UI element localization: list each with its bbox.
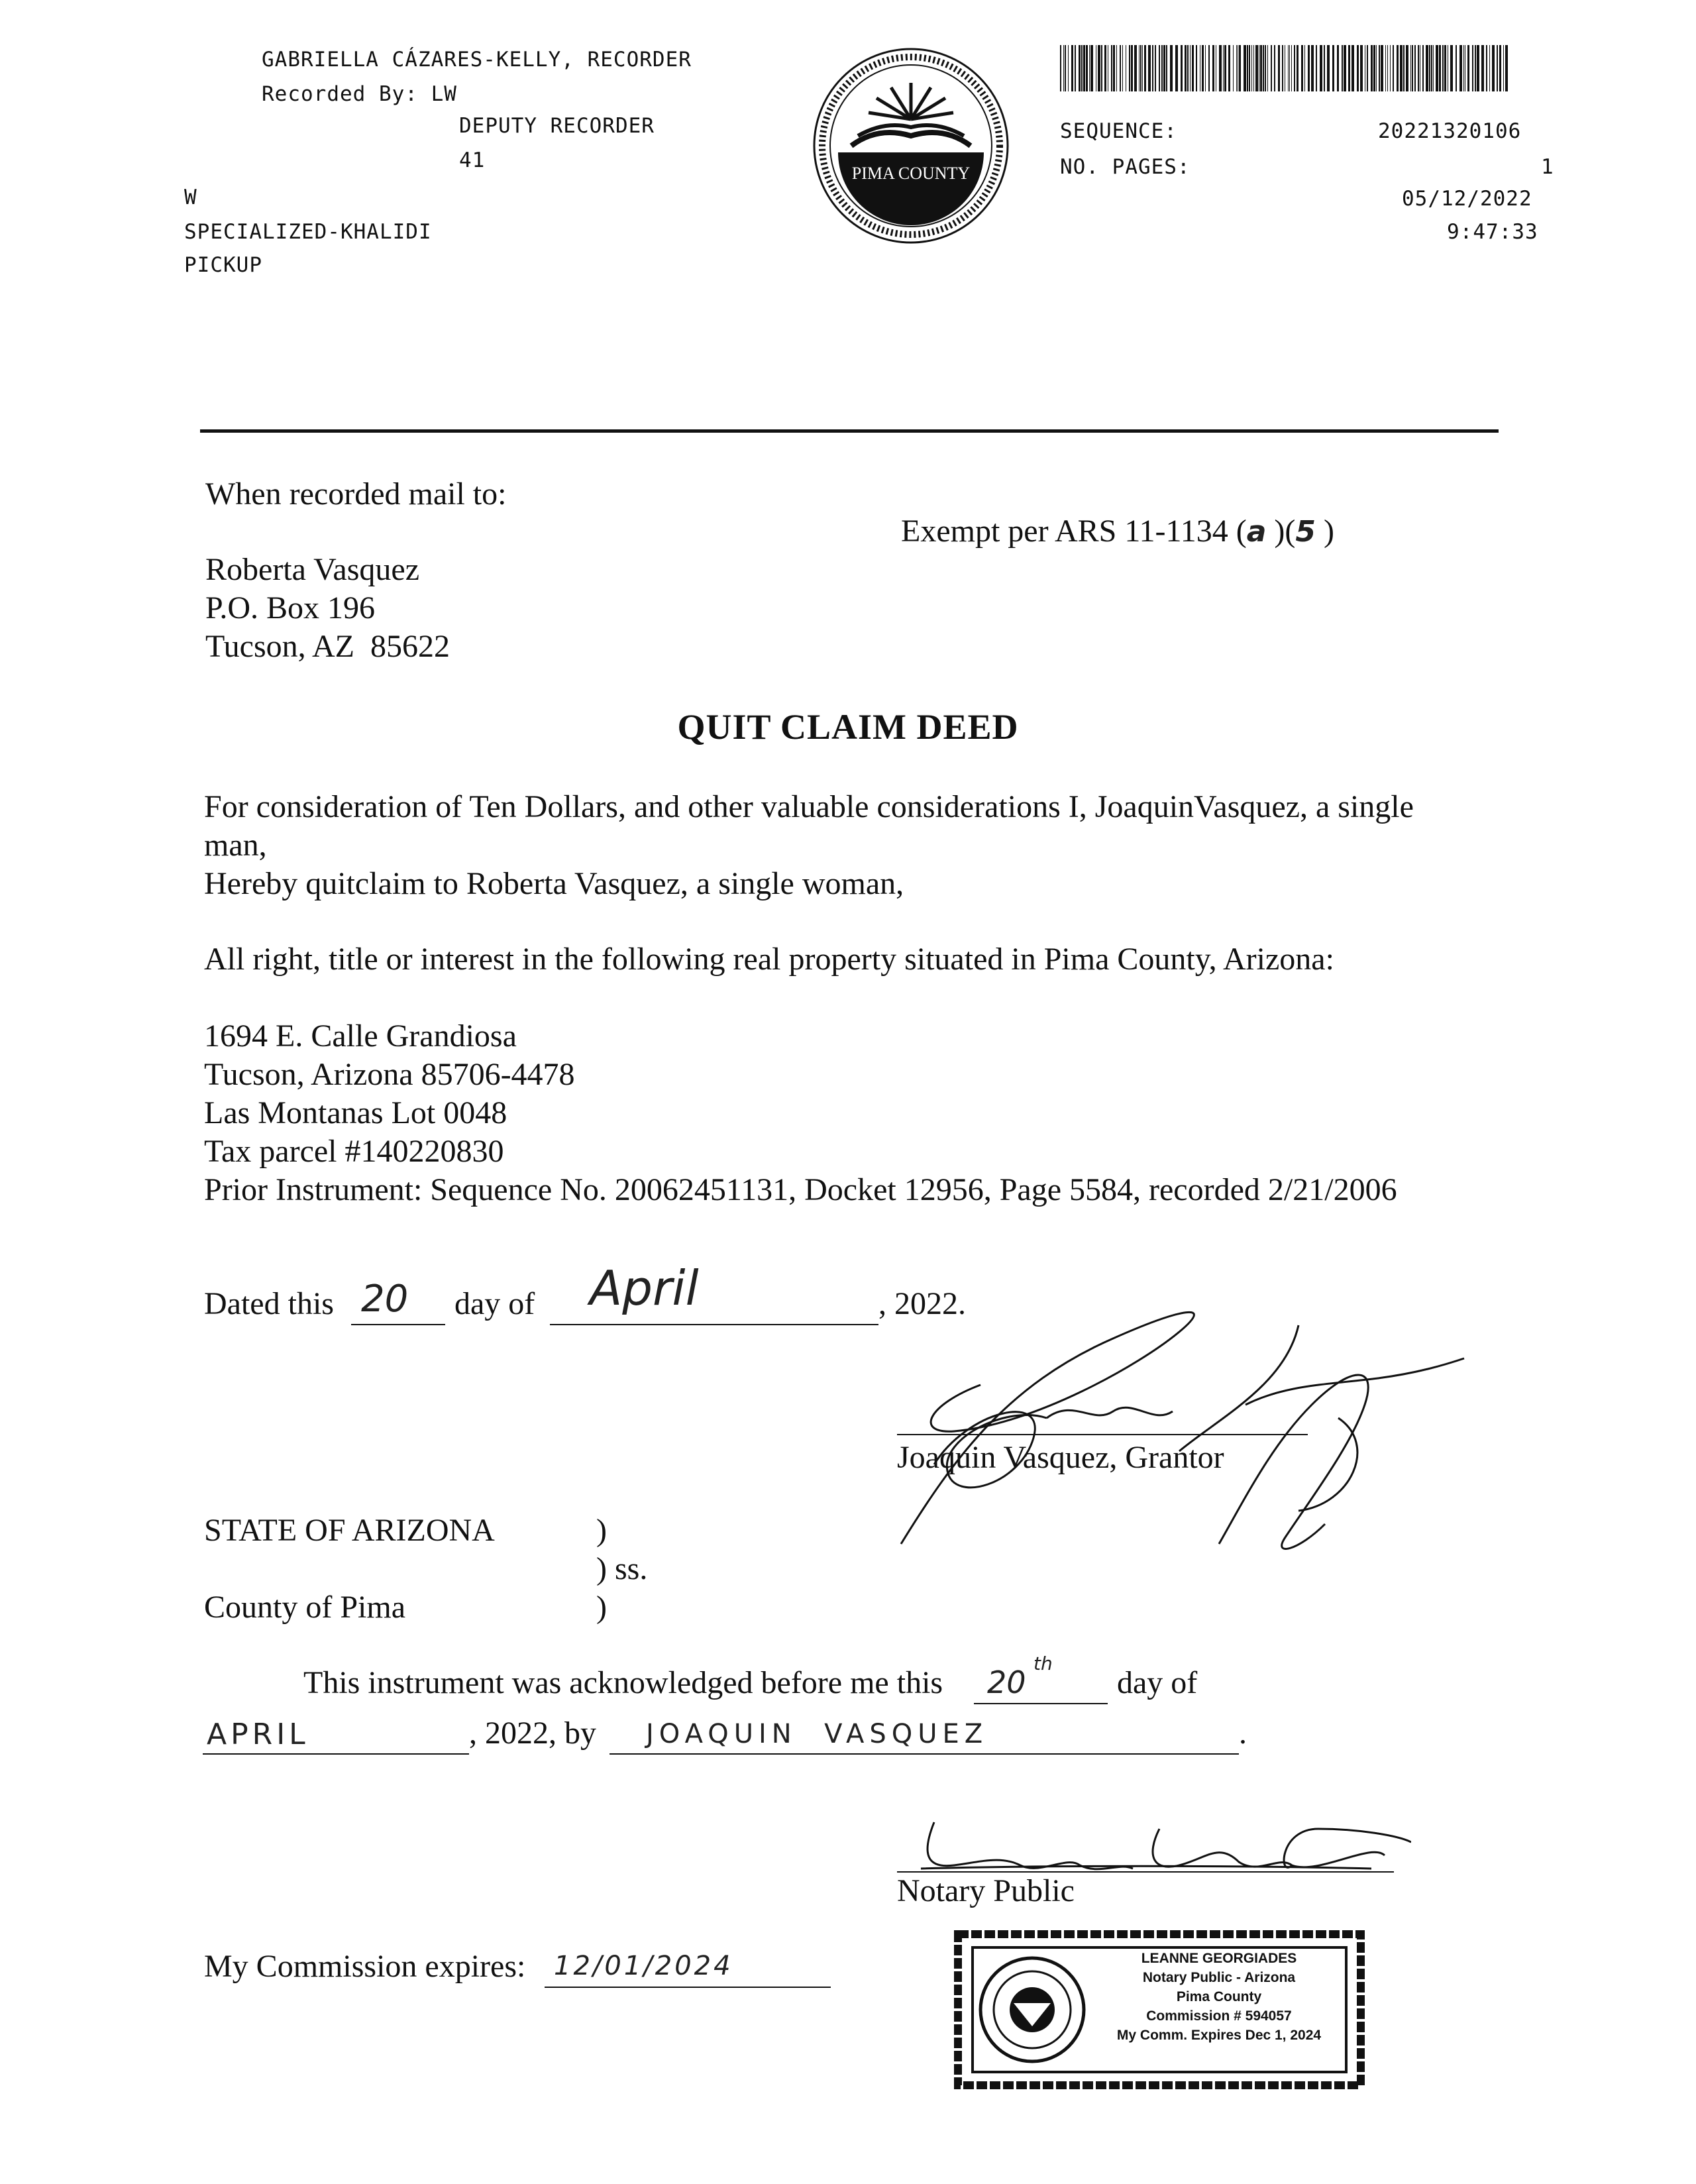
dated-day: 20	[361, 1278, 409, 1321]
exempt-line: Exempt per ARS 11-1134 (a )(5 )	[901, 514, 1334, 549]
stamp-name: LEANNE GEORGIADES	[1141, 1951, 1297, 1966]
pages-label: NO. PAGES:	[1060, 155, 1191, 179]
property-parcel: Tax parcel #140220830	[204, 1134, 504, 1169]
specialized-label: SPECIALIZED-KHALIDI	[184, 220, 432, 244]
body-line-3: Hereby quitclaim to Roberta Vasquez, a single woman,	[204, 866, 904, 901]
property-city: Tucson, Arizona 85706-4478	[204, 1057, 575, 1092]
deputy-number: 41	[459, 148, 486, 172]
venue-state: STATE OF ARIZONA	[204, 1513, 495, 1548]
dated-year: , 2022.	[878, 1286, 966, 1321]
body-line-4: All right, title or interest in the following real property situated in Pima County, Arizona:	[204, 942, 1334, 977]
mail-to-name: Roberta Vasquez	[205, 552, 420, 587]
pima-county-seal-icon	[812, 46, 1010, 245]
stamp-title: Notary Public - Arizona	[1142, 1970, 1296, 1985]
commission-label: My Commission expires:	[204, 1949, 526, 1984]
ack-name: JOAQUIN VASQUEZ	[646, 1719, 988, 1749]
body-line-2: man,	[204, 828, 267, 863]
stamp-county: Pima County	[1176, 1989, 1262, 2004]
mail-to-heading: When recorded mail to:	[205, 476, 507, 512]
record-date: 05/12/2022	[1402, 187, 1532, 211]
barcode-icon	[1060, 45, 1510, 91]
document-title: QUIT CLAIM DEED	[677, 707, 1019, 747]
grantor-signature-icon	[874, 1285, 1471, 1564]
header-divider	[200, 429, 1499, 433]
sequence-label: SEQUENCE:	[1060, 119, 1177, 143]
ack-year-by: , 2022, by	[469, 1716, 596, 1751]
ack-month: APRIL	[207, 1718, 309, 1751]
venue-paren-3: )	[596, 1590, 607, 1625]
venue-paren-1: )	[596, 1513, 607, 1548]
ack-line-prefix: This instrument was acknowledged before me this	[303, 1665, 943, 1700]
seal-text: PIMA COUNTY	[851, 164, 971, 183]
sequence-value: 20221320106	[1378, 119, 1522, 143]
stamp-expires: My Comm. Expires Dec 1, 2024	[1116, 2028, 1322, 2043]
ack-period: .	[1239, 1716, 1247, 1751]
ack-day: 20	[987, 1665, 1026, 1700]
dated-prefix: Dated this	[204, 1286, 334, 1321]
pickup-label: PICKUP	[184, 253, 262, 277]
mail-to-address1: P.O. Box 196	[205, 590, 376, 626]
notary-stamp-text	[1093, 1949, 1345, 2045]
stamp-commission: Commission # 594057	[1146, 2008, 1292, 2024]
notary-signature-icon	[908, 1802, 1411, 1882]
notary-stamp	[954, 1930, 1365, 2089]
grantor-label: Joaquin Vasquez, Grantor	[897, 1440, 1224, 1475]
pages-value: 1	[1541, 155, 1554, 179]
ack-day-suffix: th	[1034, 1653, 1053, 1674]
venue-county: County of Pima	[204, 1590, 406, 1625]
commission-date: 12/01/2024	[554, 1951, 733, 1981]
code-w: W	[184, 186, 197, 209]
property-street: 1694 E. Calle Grandiosa	[204, 1018, 517, 1054]
deputy-title: DEPUTY RECORDER	[459, 114, 655, 138]
notary-label: Notary Public	[897, 1873, 1075, 1908]
dated-mid: day of	[454, 1286, 535, 1321]
body-line-1: For consideration of Ten Dollars, and other valuable considerations I, JoaquinVasquez, a single	[204, 789, 1414, 824]
mail-to-address2: Tucson, AZ 85622	[205, 629, 450, 664]
property-lot: Las Montanas Lot 0048	[204, 1095, 507, 1130]
dated-month: April	[590, 1260, 699, 1316]
recorded-by: Recorded By: LW	[262, 82, 457, 106]
property-prior: Prior Instrument: Sequence No. 20062451131, Docket 12956, Page 5584, recorded 2/21/2006	[204, 1172, 1397, 1207]
recorder-name: GABRIELLA CÁZARES-KELLY, RECORDER	[262, 48, 692, 72]
venue-ss: ) ss.	[596, 1551, 648, 1586]
ack-day-of: day of	[1117, 1665, 1198, 1700]
record-time: 9:47:33	[1447, 220, 1538, 244]
